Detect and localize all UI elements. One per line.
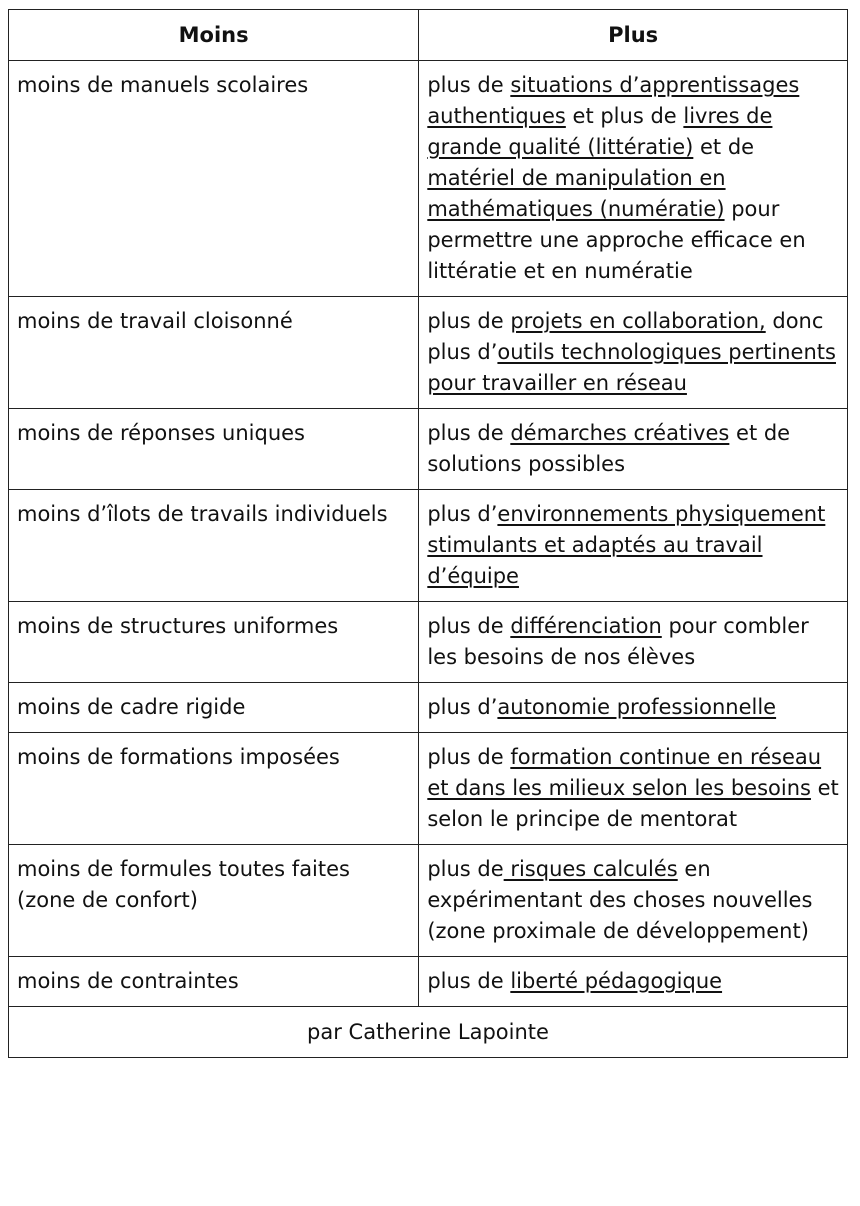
underlined-phrase: liberté pédagogique bbox=[510, 969, 723, 993]
moins-cell bbox=[9, 957, 419, 1007]
footer-row bbox=[9, 1007, 848, 1058]
plus-cell bbox=[419, 490, 848, 602]
plus-cell bbox=[419, 733, 848, 845]
moins-cell bbox=[9, 683, 419, 733]
underlined-phrase: risques calculés bbox=[503, 857, 678, 881]
moins-cell bbox=[9, 733, 419, 845]
table-row bbox=[9, 845, 848, 957]
plain-phrase: et de solutions possibles bbox=[427, 421, 791, 476]
table-row bbox=[9, 297, 848, 409]
plain-phrase: plus de bbox=[427, 857, 504, 881]
moins-text: moins de formules toutes faites (zone de confort) bbox=[17, 857, 350, 912]
plus-text bbox=[427, 733, 839, 844]
moins-cell bbox=[9, 845, 419, 957]
plain-phrase: plus d’ bbox=[427, 695, 498, 719]
table-row bbox=[9, 61, 848, 297]
table-row bbox=[9, 409, 848, 490]
underlined-phrase: situations d’apprentissages authentiques bbox=[427, 73, 800, 128]
underlined-phrase: démarches créatives bbox=[510, 421, 730, 445]
moins-text: moins de formations imposées bbox=[17, 745, 340, 769]
moins-cell bbox=[9, 409, 419, 490]
underlined-phrase: formation continue en réseau et dans les milieux selon les besoins bbox=[427, 745, 822, 800]
moins-text: moins de structures uniformes bbox=[17, 614, 339, 638]
table-row bbox=[9, 602, 848, 683]
moins-text: moins de réponses uniques bbox=[17, 421, 306, 445]
plus-cell bbox=[419, 957, 848, 1007]
plain-phrase: plus de bbox=[427, 309, 511, 333]
moins-text: moins de contraintes bbox=[17, 969, 239, 993]
plain-phrase: donc plus d’ bbox=[427, 309, 824, 364]
table-body bbox=[9, 61, 848, 1007]
plain-phrase: en expérimentant des choses nouvelles (zone proximale de développement) bbox=[427, 857, 813, 943]
header-moins: Moins bbox=[9, 10, 419, 61]
underlined-phrase: matériel de manipulation en mathématiques (numératie) bbox=[427, 166, 726, 221]
plain-phrase: pour combler les besoins de nos élèves bbox=[427, 614, 809, 669]
moins-cell bbox=[9, 297, 419, 409]
plain-phrase: et selon le principe de mentorat bbox=[427, 776, 839, 831]
moins-cell bbox=[9, 61, 419, 297]
plain-phrase: plus de bbox=[427, 421, 511, 445]
underlined-phrase: autonomie professionnelle bbox=[497, 695, 777, 719]
plus-text bbox=[427, 957, 839, 1006]
header-plus: Plus bbox=[419, 10, 848, 61]
underlined-phrase: livres de grande qualité (littératie) bbox=[427, 104, 773, 159]
plain-phrase: et de bbox=[693, 135, 755, 159]
header-row bbox=[9, 10, 848, 61]
plus-text bbox=[427, 61, 839, 296]
moins-plus-table bbox=[8, 9, 848, 1058]
moins-text: moins de manuels scolaires bbox=[17, 73, 309, 97]
plain-phrase: plus de bbox=[427, 969, 511, 993]
plus-text bbox=[427, 490, 839, 601]
table-row bbox=[9, 683, 848, 733]
underlined-phrase: environnements physiquement stimulants et adaptés au travail d’équipe bbox=[427, 502, 826, 588]
plus-cell bbox=[419, 409, 848, 490]
plain-phrase: plus de bbox=[427, 614, 511, 638]
plus-text bbox=[427, 845, 839, 956]
plain-phrase: plus de bbox=[427, 745, 511, 769]
moins-cell bbox=[9, 602, 419, 683]
plus-cell bbox=[419, 297, 848, 409]
plain-phrase: pour permettre une approche efficace en littératie et en numératie bbox=[427, 197, 806, 283]
moins-text: moins d’îlots de travails individuels bbox=[17, 502, 388, 526]
table-row bbox=[9, 490, 848, 602]
plus-cell bbox=[419, 61, 848, 297]
moins-cell bbox=[9, 490, 419, 602]
plus-text bbox=[427, 683, 839, 732]
plain-phrase: et plus de bbox=[565, 104, 684, 128]
moins-text: moins de cadre rigide bbox=[17, 695, 246, 719]
plain-phrase: plus d’ bbox=[427, 502, 498, 526]
underlined-phrase: outils technologiques pertinents pour travailler en réseau bbox=[427, 340, 836, 395]
plus-text bbox=[427, 409, 839, 489]
plus-cell bbox=[419, 602, 848, 683]
underlined-phrase: projets en collaboration, bbox=[510, 309, 766, 333]
plus-cell bbox=[419, 683, 848, 733]
plus-text bbox=[427, 297, 839, 408]
plus-cell bbox=[419, 845, 848, 957]
author-credit: par Catherine Lapointe bbox=[9, 1007, 848, 1058]
plus-text bbox=[427, 602, 839, 682]
underlined-phrase: différenciation bbox=[510, 614, 662, 638]
table-row bbox=[9, 957, 848, 1007]
plain-phrase: plus de bbox=[427, 73, 511, 97]
table-row bbox=[9, 733, 848, 845]
moins-text: moins de travail cloisonné bbox=[17, 309, 293, 333]
